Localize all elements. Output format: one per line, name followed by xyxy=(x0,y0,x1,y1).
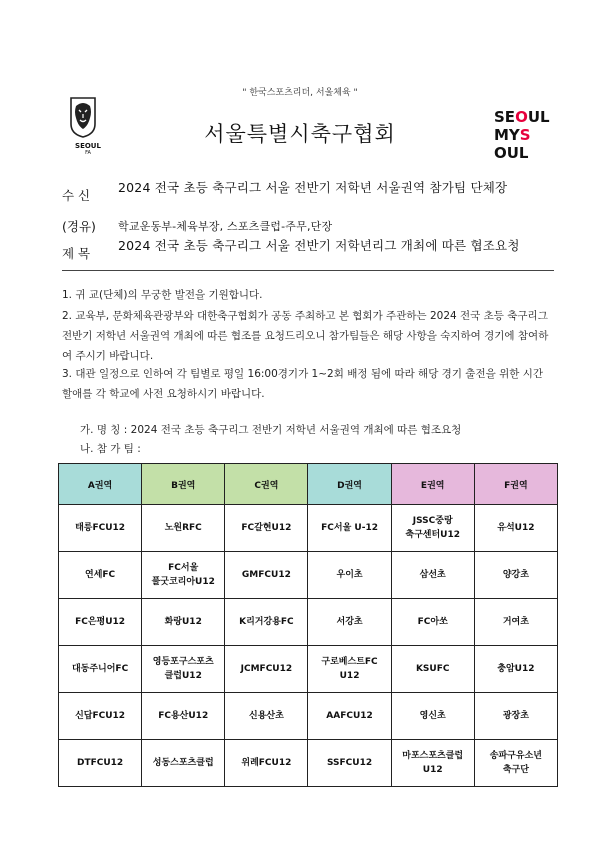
logo-seg: S xyxy=(519,126,531,144)
team-cell: FC서울 풀굿코리아U12 xyxy=(142,552,225,599)
paragraph-3: 3. 대관 일정으로 인하여 각 팀별로 평일 16:00경기가 1~2회 배정 됨에 따라 해당 경기 출전을 위한 시간 할애를 각 학교에 사전 요청하시기 바랍니다. xyxy=(62,368,543,400)
team-cell: 유석U12 xyxy=(474,505,557,552)
team-cell: FC아쏘 xyxy=(391,599,474,646)
team-cell: 대동주니어FC xyxy=(59,646,142,693)
team-cell: GMFCU12 xyxy=(225,552,308,599)
team-cell: 구로베스트FC U12 xyxy=(308,646,391,693)
table-row xyxy=(59,505,558,552)
team-cell: K리거강용FC xyxy=(225,599,308,646)
recipient-label: 수 신 xyxy=(62,188,91,203)
logo-seg: MY xyxy=(494,126,520,144)
logo-seg: O xyxy=(515,108,528,126)
team-cell: KSUFC xyxy=(391,646,474,693)
subject-row xyxy=(62,236,562,274)
team-cell: 연세FC xyxy=(59,552,142,599)
team-cell: 영신초 xyxy=(391,693,474,740)
header-a: A권역 xyxy=(59,464,142,505)
item-a: 가. 명 칭 : 2024 전국 초등 축구리그 전반기 저학년 서울권역 개최에 따른 협조요청 xyxy=(80,424,462,436)
table-row xyxy=(59,599,558,646)
team-cell: 송파구유소년 축구단 xyxy=(474,740,557,787)
team-cell: 양강초 xyxy=(474,552,557,599)
team-cell: 신용산초 xyxy=(225,693,308,740)
team-cell: 삼선초 xyxy=(391,552,474,599)
slogan: " 한국스포츠리더, 서울체육 " xyxy=(242,88,358,98)
team-cell: AAFCU12 xyxy=(308,693,391,740)
team-cell: 태릉FCU12 xyxy=(59,505,142,552)
team-cell: DTFCU12 xyxy=(59,740,142,787)
team-cell: FC용산U12 xyxy=(142,693,225,740)
subject-value: 2024 전국 초등 축구리그 서울 전반기 저학년리그 개최에 따른 협조요청 xyxy=(118,238,520,253)
logo-seg: OUL xyxy=(494,144,529,162)
header-c: C권역 xyxy=(225,464,308,505)
team-cell: FC갈현U12 xyxy=(225,505,308,552)
via-value: 학교운동부-체육부장, 스포츠클럽-주무,단장 xyxy=(118,220,333,233)
teams-table xyxy=(58,463,558,787)
via-label: (경유) xyxy=(62,219,96,234)
paragraph-1: 1. 귀 교(단체)의 무궁한 발전을 기원합니다. xyxy=(62,289,263,301)
team-cell: FC서울 U-12 xyxy=(308,505,391,552)
logo-right-line2 xyxy=(494,126,558,162)
header-d: D권역 xyxy=(308,464,391,505)
logo-right-line1 xyxy=(494,108,558,126)
table-row xyxy=(59,693,558,740)
team-cell: 거여초 xyxy=(474,599,557,646)
table-body xyxy=(59,505,558,787)
header-e: E권역 xyxy=(391,464,474,505)
team-cell: 광장초 xyxy=(474,693,557,740)
team-cell: FC은평U12 xyxy=(59,599,142,646)
logo-seg: UL xyxy=(527,108,550,126)
team-cell: 마포스포츠클럽 U12 xyxy=(391,740,474,787)
recipient-value: 2024 전국 초등 축구리그 서울 전반기 저학년 서울권역 참가팀 단체장 xyxy=(118,180,508,195)
divider xyxy=(62,270,554,271)
table-row xyxy=(59,740,558,787)
team-cell: 신답FCU12 xyxy=(59,693,142,740)
team-cell: 노원RFC xyxy=(142,505,225,552)
logo-left-sub: FA xyxy=(85,150,91,156)
table-row xyxy=(59,552,558,599)
team-cell: SSFCU12 xyxy=(308,740,391,787)
team-cell: 영등포구스포츠 클럽U12 xyxy=(142,646,225,693)
team-cell: 우이초 xyxy=(308,552,391,599)
item-b: 나. 참 가 팀 : xyxy=(80,443,141,455)
org-title: 서울특별시축구협회 xyxy=(204,122,396,146)
header-b: B권역 xyxy=(142,464,225,505)
table-header-row xyxy=(59,464,558,505)
team-cell: 서강초 xyxy=(308,599,391,646)
table-row xyxy=(59,646,558,693)
via-row xyxy=(62,217,562,236)
team-cell: 위례FCU12 xyxy=(225,740,308,787)
team-cell: 성동스포츠클럽 xyxy=(142,740,225,787)
subject-label: 제 목 xyxy=(62,246,91,261)
header-f: F권역 xyxy=(474,464,557,505)
team-cell: JCMFCU12 xyxy=(225,646,308,693)
recipient-row xyxy=(62,178,562,216)
team-cell: 충암U12 xyxy=(474,646,557,693)
paragraph-2: 2. 교육부, 문화체육관광부와 대한축구협회가 공동 주최하고 본 협회가 주관하는 2024 전국 초등 축구리그 전반기 저학년 서울권역 개최에 따른 협조를 요청드리오니 참가팀들은 해당 사항을 숙지하여 경기에 참여하여 주시기 바랍니다. xyxy=(62,310,549,362)
team-cell: 화랑U12 xyxy=(142,599,225,646)
seoul-my-soul-logo xyxy=(494,108,558,162)
logo-left-text: SEOUL xyxy=(75,142,101,150)
team-cell: JSSC중랑 축구센터U12 xyxy=(391,505,474,552)
logo-seg: SE xyxy=(494,108,516,126)
